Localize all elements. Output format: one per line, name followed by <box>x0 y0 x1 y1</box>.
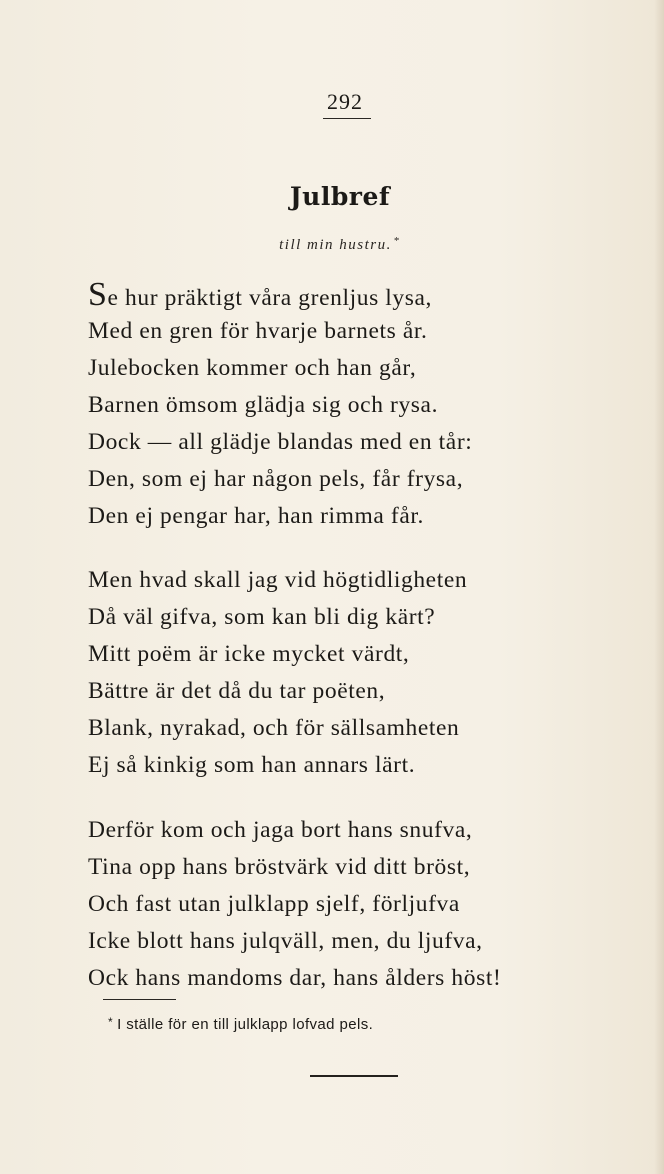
verse-line: Julebocken kommer och han går, <box>88 355 417 381</box>
verse-line: Tina opp hans bröstvärk vid ditt bröst, <box>88 854 471 880</box>
stanza-2 <box>88 562 578 784</box>
page-edge-shadow <box>654 0 664 1174</box>
poem-title: Julbref <box>289 182 391 211</box>
verse-line: Ock hans mandoms dar, hans ålders höst! <box>88 965 502 991</box>
footnote-rule <box>103 999 176 1000</box>
verse-line: Icke blott hans julqväll, men, du ljufva, <box>88 928 483 954</box>
verse-line: Dock — all glädje blandas med en tår: <box>88 429 473 455</box>
verse-line: Mitt poëm är icke mycket värdt, <box>88 641 410 667</box>
verse-line: Och fast utan julklapp sjelf, förljufva <box>88 891 460 917</box>
verse-line: Med en gren för hvarje barnets år. <box>88 318 428 344</box>
footnote <box>108 1012 548 1035</box>
bottom-rule <box>310 1075 398 1077</box>
footnote-mark: * <box>108 1015 114 1029</box>
verse-line: Ej så kinkig som han annars lärt. <box>88 752 416 778</box>
verse-line: Blank, nyrakad, och för sällsamheten <box>88 715 460 741</box>
page-number-rule <box>323 118 371 119</box>
verse-line: Den, som ej har någon pels, får frysa, <box>88 466 464 492</box>
drop-initial: S <box>88 276 108 313</box>
verse-line: Derför kom och jaga bort hans snufva, <box>88 817 473 843</box>
verse-line: Den ej pengar har, han rimma får. <box>88 503 424 529</box>
poem-dedication <box>200 232 480 254</box>
stanza-1 <box>88 276 578 535</box>
verse-line: Barnen ömsom glädja sig och rysa. <box>88 392 439 418</box>
verse-line: Men hvad skall jag vid högtidligheten <box>88 567 468 593</box>
footnote-reference-mark: * <box>393 235 401 247</box>
verse-line-text: e hur präktigt våra grenljus lysa, <box>107 285 433 311</box>
verse-line: Då väl gifva, som kan bli dig kärt? <box>88 604 436 630</box>
page-number: 292 <box>327 89 363 114</box>
stanza-3 <box>88 812 578 997</box>
verse-line: Bättre är det då du tar poëten, <box>88 678 386 704</box>
footnote-text: I ställe för en till julklapp lofvad pels. <box>117 1016 374 1033</box>
dedication-text: till min hustru. <box>279 237 392 253</box>
verse-line <box>88 276 578 313</box>
